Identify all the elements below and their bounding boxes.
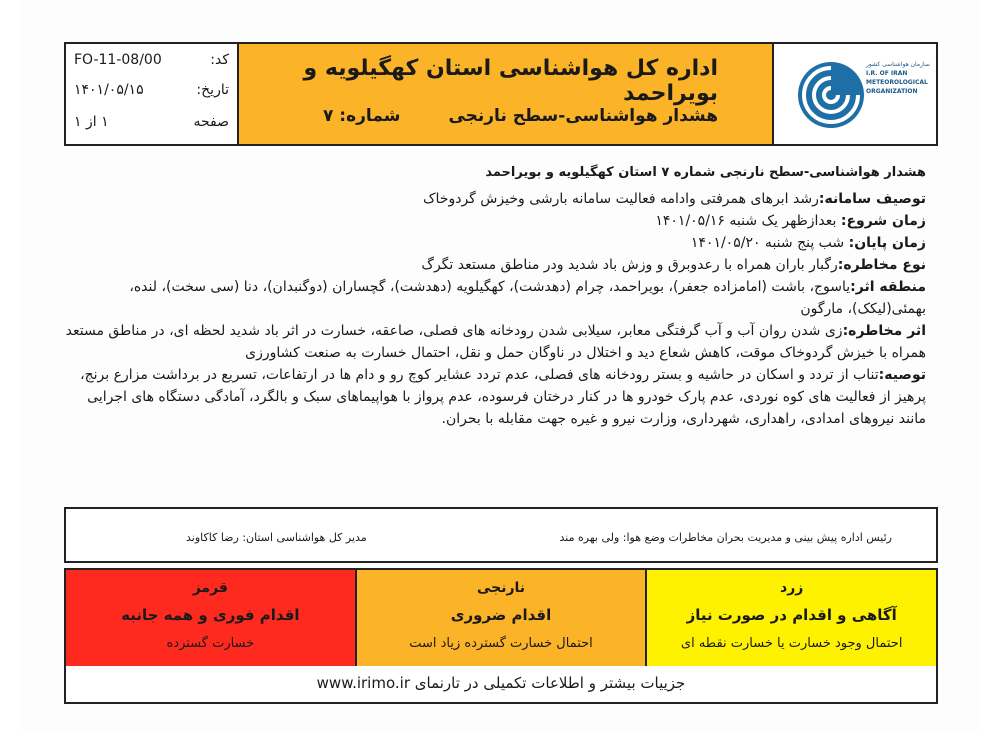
hazard-type: نوع مخاطره:رگبار باران همراه با رعدوبرق و وزش باد شدید ودر مناطق مستعد تگرگ — [421, 257, 926, 273]
signature-box — [64, 507, 938, 563]
page-value: ۱ از ۱ — [74, 114, 109, 130]
warning-body — [64, 152, 938, 430]
warning-title: هشدار هواشناسی-سطح نارنجی — [448, 106, 718, 126]
forecast-head-signature: رئیس اداره پیش بینی و مدیریت بحران مخاطرات وضع هوا: ولی بهره مند — [559, 531, 892, 544]
start-time: زمان شروع: بعدازظهر یک شنبه ۱۴۰۱/۰۵/۱۶ — [655, 213, 926, 229]
website-footer: جزییات بیشتر و اطلاعات تکمیلی در تارنمای www.irimo.ir — [64, 666, 938, 704]
code-value: FO-11-08/00 — [74, 52, 162, 68]
level-orange: نارنجی اقدام ضروری احتمال خسارت گسترده زیاد است — [355, 570, 646, 666]
date-value: ۱۴۰۱/۰۵/۱۵ — [74, 82, 144, 98]
logo-cell — [774, 44, 936, 144]
form-meta — [66, 44, 239, 144]
end-time: زمان پایان: شب پنج شنبه ۱۴۰۱/۰۵/۲۰ — [690, 235, 926, 251]
warning-subject: هشدار هواشناسی-سطح نارنجی شماره ۷ استان کهگیلویه و بویراحمد — [485, 165, 926, 180]
system-description: توصیف سامانه:رشد ابرهای همرفتی وادامه فعالیت سامانه بارشی وخیزش گردوخاک — [423, 191, 926, 207]
date-label: تاریخ: — [196, 82, 229, 98]
director-signature: مدیر کل هواشناسی استان: رضا کاکاوند — [186, 531, 367, 544]
meteorological-organization-logo — [796, 60, 866, 130]
level-red: قرمز اقدام فوری و همه جانبه خسارت گسترده — [66, 570, 355, 666]
logo-text: سازمان هواشناسی کشور I.R. OF IRAN METEOROLOGICAL ORGANIZATION — [866, 61, 930, 95]
code-label: کد: — [210, 52, 229, 68]
header-title-cell — [239, 44, 774, 144]
org-title: اداره کل هواشناسی استان کهگیلویه و بویراحمد — [303, 56, 718, 106]
affected-area: منطقه اثر:یاسوج، باشت (امامزاده جعفر)، بویراحمد، چرام (دهدشت)، کهگیلویه (دهدشت)، گچساران (دوگنبدان)، دنا (سی سخت)، لنده، بهمئی(لیکک)، مارگون — [129, 279, 926, 317]
warning-number: شماره: ۷ — [323, 106, 401, 126]
advice: توصیه:تناب از تردد و اسکان در حاشیه و بستر رودخانه های فصلی، عدم تردد عشایر کوچ رو و دام ها در ارتفاعات، تسریع در برداشت مزارع برنج، پرهیز از فعالیت های کوه نوردی، عدم پارک خودرو ها در کنار درختان فرسوده، عدم پرواز با هواپیماهای سبک و بالگرد، آمادگی دستگاه های اجرایی مانند نیروهای امدادی، راهداری، شهرداری، وزارت نیرو و غیره جهت مقابله با بحران. — [80, 367, 926, 427]
level-yellow: زرد آگاهی و اقدام در صورت نیاز احتمال وجود خسارت یا خسارت نقطه ای — [645, 570, 936, 666]
page-label: صفحه — [193, 114, 229, 130]
header-table — [64, 42, 938, 146]
hazard-effect: اثر مخاطره:زی شدن روان آب و آب گرفتگی معابر، سیلابی شدن رودخانه های فصلی، صاعقه، خسارت در اثر باد شدید لحظه ای، در مناطق مستعد همراه با خیزش گردوخاک موقت، کاهش شعاع دید و اختلال در ناوگان حمل و نقل، احتمال خسارت به صنعت کشاورزی — [65, 323, 926, 361]
warning-levels — [64, 568, 938, 668]
